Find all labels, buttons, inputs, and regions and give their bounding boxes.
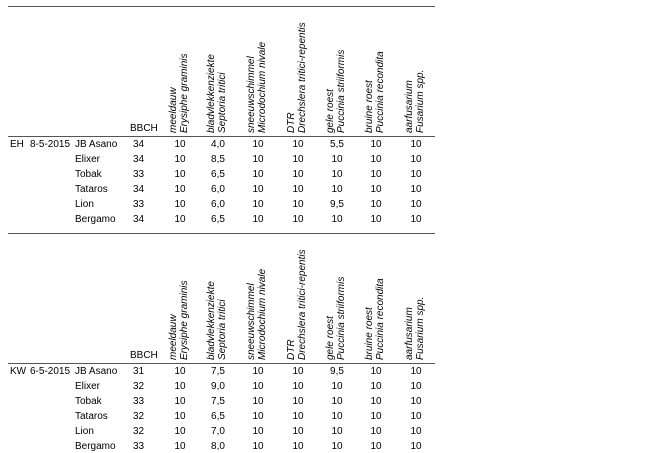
score-cell: 10: [370, 184, 382, 195]
bbch-value: 32: [133, 381, 145, 392]
score-cell: 10: [174, 366, 186, 377]
column-header-latin-name: Puccinia striiformis: [336, 276, 347, 360]
column-header-common-name: gele roest: [325, 316, 336, 360]
column-header-common-name: meeldauw: [168, 314, 179, 360]
score-cell: 10: [370, 396, 382, 407]
variety-name: Tataros: [75, 411, 108, 422]
score-cell: 10: [370, 139, 382, 150]
column-header: [168, 54, 190, 133]
column-header-latin-name: Puccinia recondita: [375, 278, 386, 360]
column-header-latin-name: Fusarium spp.: [415, 296, 426, 360]
score-cell: 10: [292, 411, 304, 422]
column-header: [364, 51, 386, 133]
score-cell: 10: [410, 411, 422, 422]
score-cell: 10: [410, 139, 422, 150]
column-header: [404, 297, 426, 360]
column-header-latin-name: Microdochium nivale: [257, 41, 268, 133]
column-header-latin-name: Fusarium spp.: [415, 69, 426, 133]
variety-name: Tobak: [75, 396, 102, 407]
score-cell: 10: [252, 381, 264, 392]
column-header-latin-name: Drechslera tritici-repentis: [297, 22, 308, 133]
score-cell: 10: [331, 411, 343, 422]
variety-name: Tobak: [75, 169, 102, 180]
score-cell: 10: [410, 199, 422, 210]
score-cell: 10: [292, 199, 304, 210]
column-header: [325, 50, 347, 133]
column-header-latin-name: Microdochium nivale: [257, 268, 268, 360]
column-header-latin-name: Septoria tritici: [217, 72, 228, 133]
variety-name: Tataros: [75, 184, 108, 195]
bbch-value: 34: [133, 154, 145, 165]
column-header: [206, 54, 228, 133]
variety-name: Elixer: [75, 154, 101, 165]
score-cell: 10: [252, 366, 264, 377]
column-header: [286, 22, 308, 133]
variety-name: Elixer: [75, 381, 101, 392]
score-cell: 10: [252, 426, 264, 437]
score-cell: 10: [410, 169, 422, 180]
column-header-common-name: bladvlekkenziekte: [206, 281, 217, 360]
column-header: [206, 281, 228, 360]
bbch-value: 33: [133, 441, 145, 452]
score-cell: 6,5: [211, 169, 225, 180]
column-header-common-name: bruine roest: [364, 80, 375, 133]
score-cell: 10: [292, 396, 304, 407]
score-cell: 10: [292, 381, 304, 392]
bbch-value: 31: [133, 366, 145, 377]
score-cell: 10: [292, 441, 304, 452]
score-cell: 10: [174, 154, 186, 165]
score-cell: 9,5: [330, 366, 344, 377]
column-header-common-name: aarfusarium: [404, 80, 415, 133]
score-cell: 10: [410, 184, 422, 195]
column-header-common-name: DTR: [286, 339, 297, 360]
score-cell: 10: [174, 139, 186, 150]
score-cell: 10: [252, 214, 264, 225]
score-cell: 6,5: [211, 214, 225, 225]
score-cell: 10: [174, 184, 186, 195]
score-cell: 10: [174, 441, 186, 452]
score-cell: 10: [292, 169, 304, 180]
variety-name: Lion: [75, 426, 94, 437]
column-header-common-name: bruine roest: [364, 307, 375, 360]
column-header-common-name: bladvlekkenziekte: [206, 54, 217, 133]
column-header-common-name: gele roest: [325, 89, 336, 133]
score-cell: 10: [410, 154, 422, 165]
table-header-rule: [8, 136, 435, 137]
score-cell: 10: [370, 154, 382, 165]
variety-name: Lion: [75, 199, 94, 210]
column-header: [246, 269, 268, 360]
disease-table-kw: [0, 233, 650, 453]
variety-name: JB Asano: [75, 139, 118, 150]
variety-name: Bergamo: [75, 441, 116, 452]
score-cell: 5,5: [330, 139, 344, 150]
score-cell: 10: [174, 381, 186, 392]
column-header-common-name: DTR: [286, 112, 297, 133]
bbch-value: 33: [133, 169, 145, 180]
score-cell: 10: [331, 184, 343, 195]
score-cell: 10: [174, 396, 186, 407]
score-cell: 10: [370, 426, 382, 437]
column-header-common-name: sneeuwschimmel: [246, 56, 257, 133]
score-cell: 10: [252, 441, 264, 452]
column-header-common-name: aarfusarium: [404, 307, 415, 360]
variety-name: JB Asano: [75, 366, 118, 377]
score-cell: 8,0: [211, 441, 225, 452]
score-cell: 10: [252, 184, 264, 195]
bbch-header: BBCH: [130, 123, 158, 134]
score-cell: 10: [174, 169, 186, 180]
table-header-rule: [8, 363, 435, 364]
score-cell: 10: [174, 426, 186, 437]
score-cell: 10: [410, 381, 422, 392]
score-cell: 10: [292, 214, 304, 225]
bbch-value: 33: [133, 199, 145, 210]
score-cell: 10: [370, 199, 382, 210]
table-top-rule: [8, 6, 435, 7]
bbch-value: 34: [133, 214, 145, 225]
score-cell: 8,5: [211, 154, 225, 165]
score-cell: 7,5: [211, 396, 225, 407]
location-code: EH: [10, 139, 24, 150]
assessment-date: 6-5-2015: [30, 366, 71, 377]
bbch-value: 32: [133, 411, 145, 422]
bbch-value: 34: [133, 139, 145, 150]
column-header-latin-name: Puccinia recondita: [375, 51, 386, 133]
score-cell: 6,0: [211, 199, 225, 210]
score-cell: 10: [174, 199, 186, 210]
score-cell: 10: [410, 366, 422, 377]
score-cell: 7,5: [211, 366, 225, 377]
score-cell: 10: [410, 396, 422, 407]
score-cell: 7,0: [211, 426, 225, 437]
score-cell: 10: [410, 441, 422, 452]
disease-table-eh: [0, 6, 650, 226]
score-cell: 10: [370, 169, 382, 180]
column-header: [404, 70, 426, 133]
column-header: [364, 278, 386, 360]
score-cell: 10: [331, 169, 343, 180]
bbch-value: 34: [133, 184, 145, 195]
column-header-common-name: sneeuwschimmel: [246, 283, 257, 360]
score-cell: 9,5: [330, 199, 344, 210]
score-cell: 10: [174, 411, 186, 422]
column-header-latin-name: Septoria tritici: [217, 299, 228, 360]
column-header: [168, 281, 190, 360]
column-header: [246, 42, 268, 133]
bbch-header: BBCH: [130, 350, 158, 361]
score-cell: 9,0: [211, 381, 225, 392]
score-cell: 10: [331, 381, 343, 392]
score-cell: 10: [370, 381, 382, 392]
table-top-rule: [8, 233, 435, 234]
score-cell: 10: [292, 154, 304, 165]
bbch-value: 32: [133, 426, 145, 437]
score-cell: 4,0: [211, 139, 225, 150]
score-cell: 10: [252, 411, 264, 422]
score-cell: 6,0: [211, 184, 225, 195]
score-cell: 10: [410, 214, 422, 225]
score-cell: 10: [292, 139, 304, 150]
score-cell: 10: [174, 214, 186, 225]
score-cell: 10: [252, 396, 264, 407]
score-cell: 10: [252, 169, 264, 180]
score-cell: 10: [331, 214, 343, 225]
score-cell: 10: [252, 199, 264, 210]
score-cell: 10: [252, 154, 264, 165]
column-header-latin-name: Puccinia striiformis: [336, 49, 347, 133]
score-cell: 10: [370, 441, 382, 452]
score-cell: 10: [331, 396, 343, 407]
score-cell: 10: [370, 214, 382, 225]
assessment-date: 8-5-2015: [30, 139, 71, 150]
column-header-latin-name: Erysiphe graminis: [179, 53, 190, 133]
column-header-latin-name: Erysiphe graminis: [179, 280, 190, 360]
bbch-value: 33: [133, 396, 145, 407]
score-cell: 10: [331, 426, 343, 437]
score-cell: 10: [331, 441, 343, 452]
score-cell: 10: [292, 366, 304, 377]
location-code: KW: [10, 366, 27, 377]
variety-name: Bergamo: [75, 214, 116, 225]
column-header-common-name: meeldauw: [168, 87, 179, 133]
column-header: [325, 277, 347, 360]
score-cell: 6,5: [211, 411, 225, 422]
score-cell: 10: [292, 184, 304, 195]
score-cell: 10: [331, 154, 343, 165]
column-header: [286, 249, 308, 360]
score-cell: 10: [370, 366, 382, 377]
score-cell: 10: [410, 426, 422, 437]
score-cell: 10: [370, 411, 382, 422]
score-cell: 10: [292, 426, 304, 437]
column-header-latin-name: Drechslera tritici-repentis: [297, 249, 308, 360]
score-cell: 10: [252, 139, 264, 150]
